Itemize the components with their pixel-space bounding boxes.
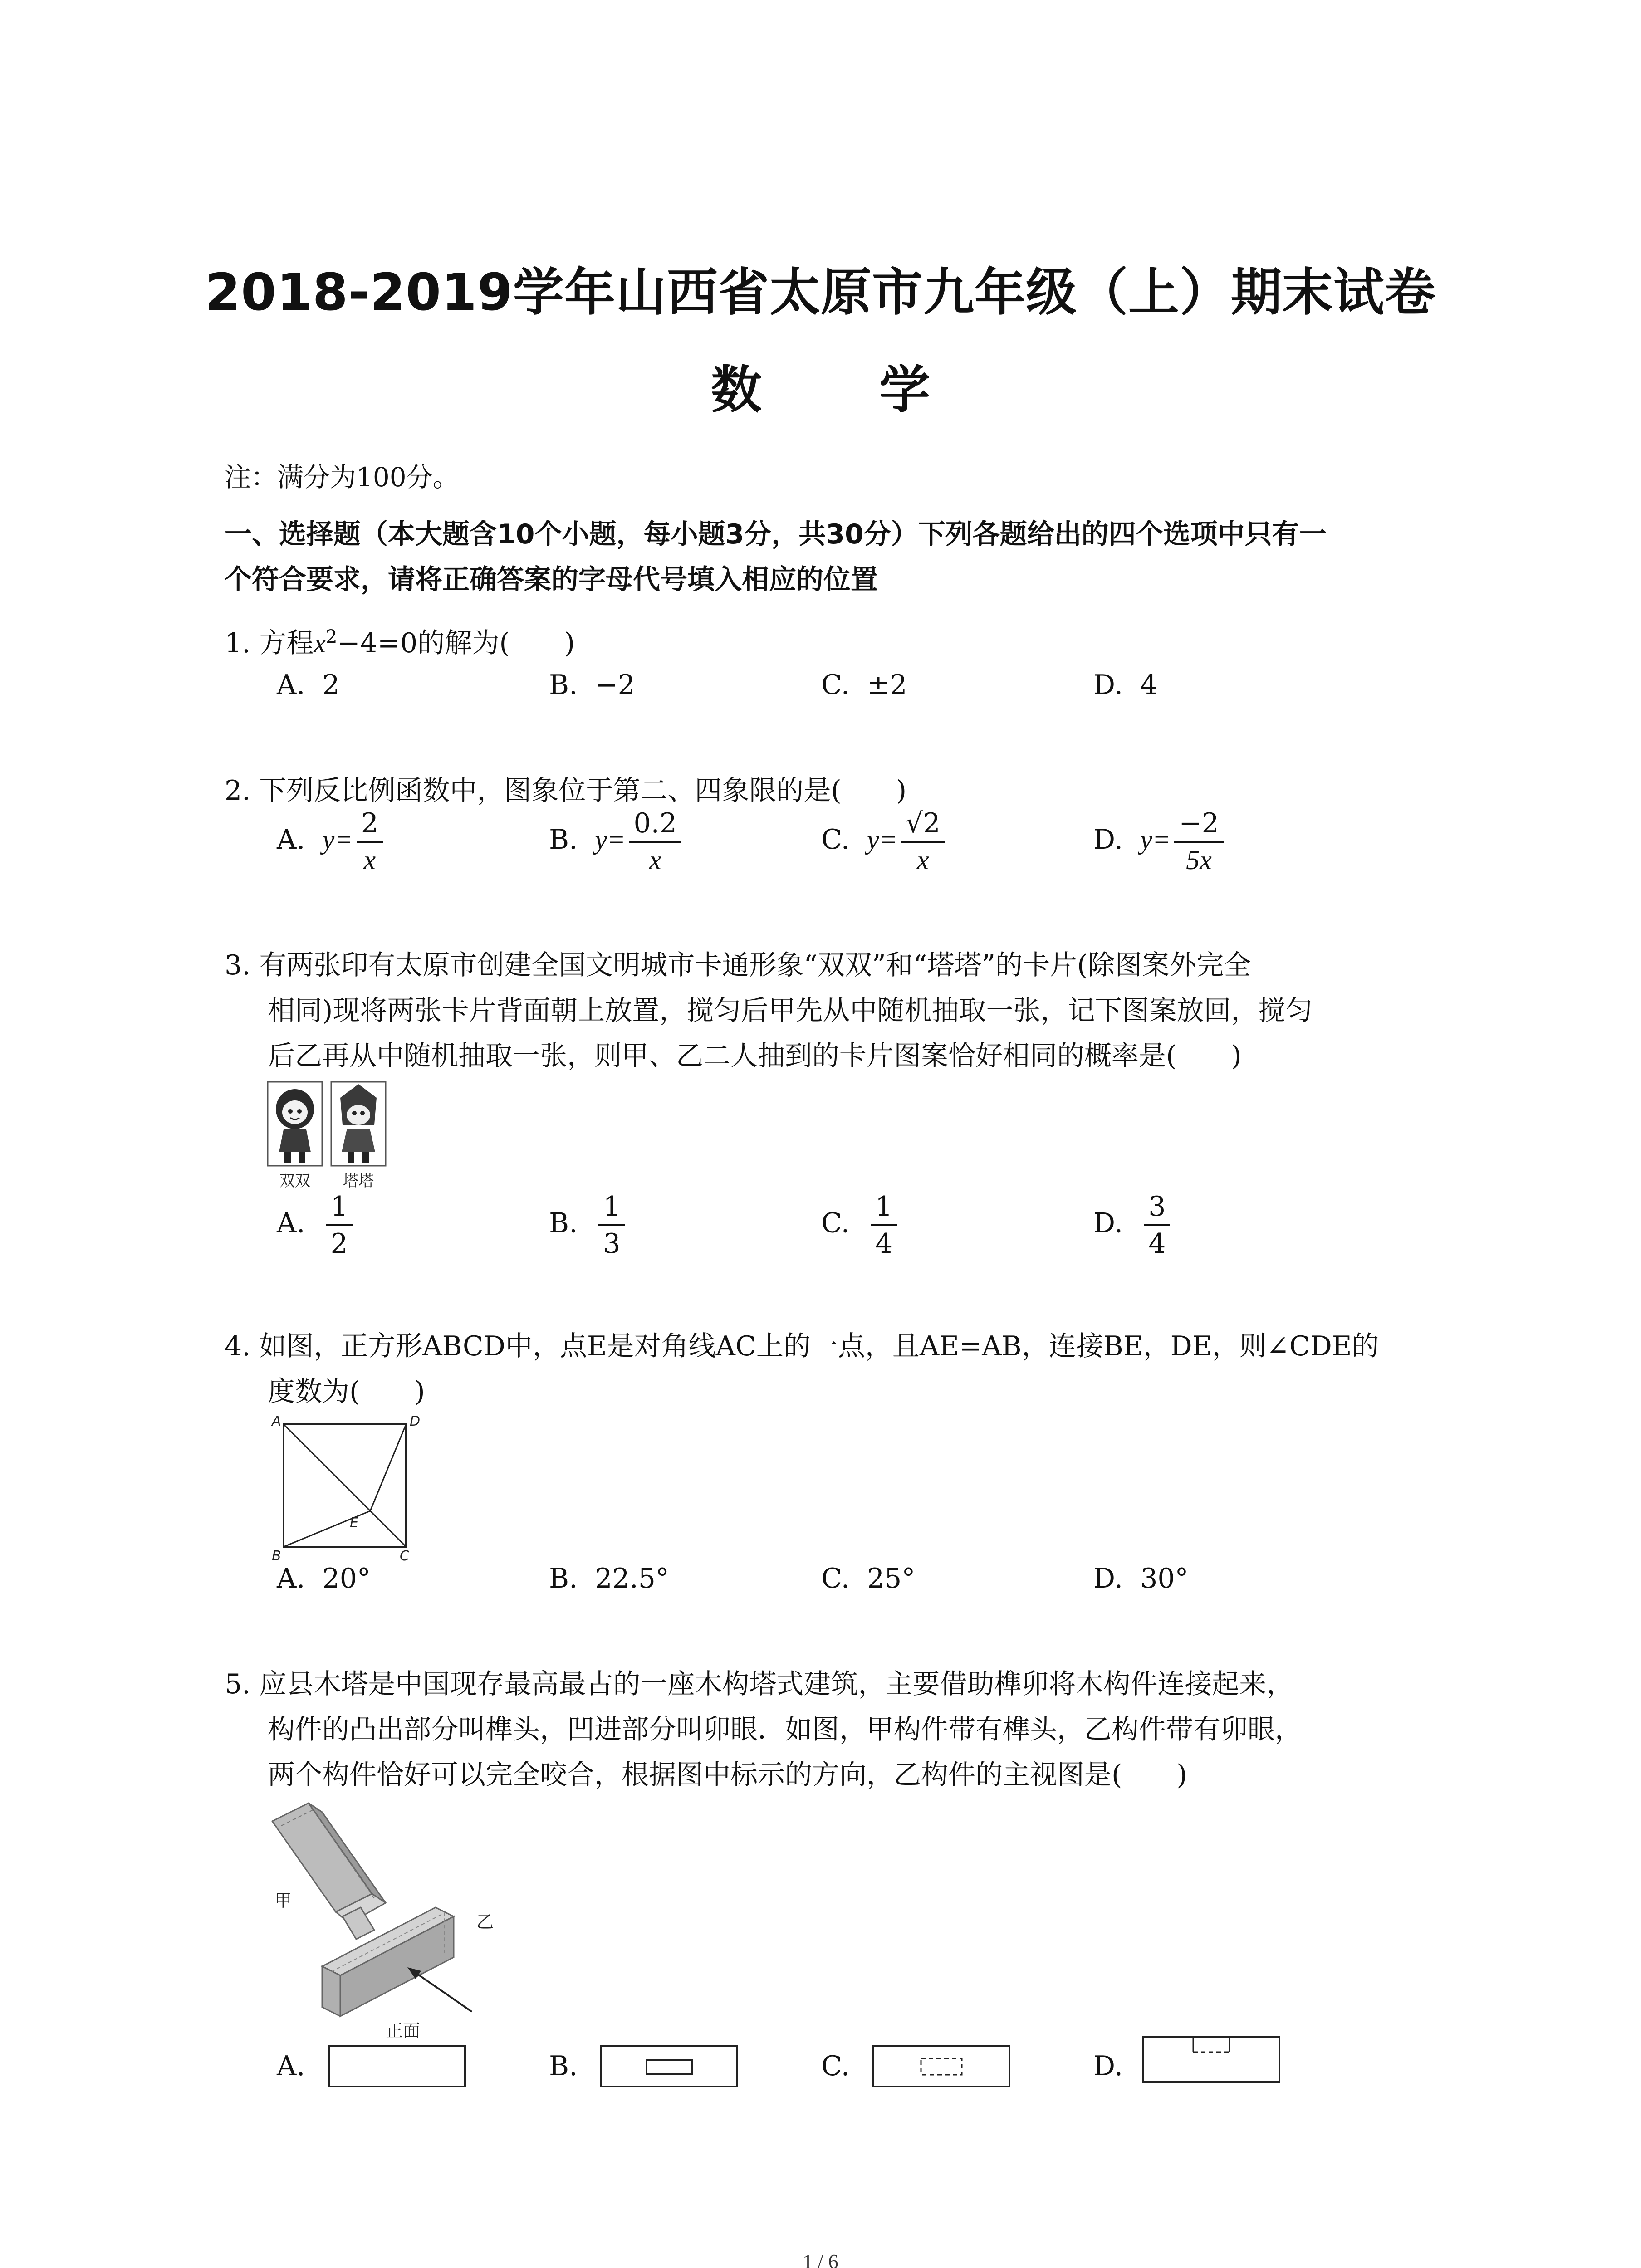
subject-title: 数 学 bbox=[711, 361, 980, 420]
q3-option-a[interactable]: A. $\frac{1}{2}$ bbox=[277, 1191, 356, 1260]
q3-option-c[interactable]: C. $\frac{1}{4}$ bbox=[821, 1191, 901, 1260]
score-note: 注：满分为100分。 bbox=[225, 462, 459, 493]
q4-option-b[interactable]: B. 22.5° bbox=[549, 1563, 669, 1594]
question-3-line1: 3. 有两张印有太原市创建全国文明城市卡通形象“双双”和“塔塔”的卡片(除图案外完全 bbox=[225, 949, 1251, 981]
card-label-shuangshuang: 双双 bbox=[279, 1172, 310, 1190]
card-shuangshuang bbox=[268, 1082, 322, 1166]
q5-option-a[interactable]: A. bbox=[277, 2050, 305, 2082]
q2-option-d[interactable]: D. y= $\frac{-2}{5x}$ bbox=[1093, 807, 1227, 876]
q2-option-c[interactable]: C. y= $\frac{√2}{x}$ bbox=[821, 807, 949, 876]
q1-var: x bbox=[314, 628, 326, 658]
label-jia: 甲 bbox=[274, 1891, 292, 1911]
label-a: A bbox=[272, 1413, 281, 1429]
q5-option-d[interactable]: D. bbox=[1093, 2050, 1123, 2082]
q1-suffix: −4=0的解为( ) bbox=[337, 627, 575, 659]
q3-option-b[interactable]: B. $\frac{1}{3}$ bbox=[549, 1191, 629, 1260]
component-jia bbox=[272, 1803, 386, 1939]
question-4-line2: 度数为( ) bbox=[268, 1376, 425, 1408]
q5-option-a-figure[interactable] bbox=[324, 2041, 470, 2091]
card-label-tata: 塔塔 bbox=[343, 1172, 374, 1190]
q5-option-d-figure[interactable] bbox=[1139, 2032, 1284, 2091]
q1-option-b[interactable]: B. −2 bbox=[549, 669, 635, 701]
q1-option-d[interactable]: D. 4 bbox=[1093, 669, 1158, 701]
q5-option-b[interactable]: B. bbox=[549, 2050, 578, 2082]
label-yi: 乙 bbox=[476, 1912, 494, 1932]
q2-a-fraction: $\frac{2}{x}$ bbox=[357, 807, 383, 876]
question-3-line2: 相同)现将两张卡片背面朝上放置，搅匀后甲先从中随机抽取一张，记下图案放回，搅匀 bbox=[268, 995, 1313, 1026]
exam-title: 2018-2019学年山西省太原市九年级（上）期末试卷 bbox=[205, 263, 1436, 322]
q1-option-a[interactable]: A. 2 bbox=[277, 669, 340, 701]
q4-option-c[interactable]: C. 25° bbox=[821, 1563, 916, 1594]
question-4-line1: 4. 如图，正方形ABCD中，点E是对角线AC上的一点，且AE=AB，连接BE，DE，则∠CDE的 bbox=[225, 1330, 1379, 1362]
q1-exponent: 2 bbox=[325, 626, 338, 647]
label-b: B bbox=[272, 1548, 281, 1563]
mortise-tenon-figure bbox=[263, 1794, 517, 2048]
q2-option-a[interactable]: A. y= $\frac{2}{x}$ bbox=[277, 807, 387, 876]
q2-d-fraction: $\frac{-2}{5x}$ bbox=[1174, 807, 1223, 876]
square-abcd-figure bbox=[265, 1408, 429, 1563]
q5-option-c[interactable]: C. bbox=[821, 2050, 850, 2082]
q5-option-b-figure[interactable] bbox=[597, 2041, 742, 2091]
q2-option-b[interactable]: B. y= $\frac{0.2}{x}$ bbox=[549, 807, 685, 876]
q3-option-d[interactable]: D. $\frac{3}{4}$ bbox=[1093, 1191, 1174, 1260]
q1-prefix: 1. 方程 bbox=[225, 627, 314, 659]
q2-b-fraction: $\frac{0.2}{x}$ bbox=[629, 807, 681, 876]
q4-option-a[interactable]: A. 20° bbox=[277, 1563, 371, 1594]
question-2-stem: 2. 下列反比例函数中，图象位于第二、四象限的是( ) bbox=[225, 775, 907, 807]
component-yi bbox=[322, 1907, 454, 2016]
mascot-cards-figure bbox=[265, 1080, 402, 1198]
page-number: 1 / 6 bbox=[803, 2250, 838, 2268]
front-arrow bbox=[407, 1967, 472, 2012]
q4-option-d[interactable]: D. 30° bbox=[1093, 1563, 1189, 1594]
question-5-line1: 5. 应县木塔是中国现存最高最古的一座木构塔式建筑，主要借助榫卯将木构件连接起来， bbox=[225, 1668, 1294, 1700]
question-5-line3: 两个构件恰好可以完全咬合，根据图中标示的方向，乙构件的主视图是( ) bbox=[268, 1759, 1187, 1791]
q1-option-c[interactable]: C. ±2 bbox=[821, 669, 907, 701]
question-1-stem bbox=[225, 621, 575, 660]
q5-option-c-figure[interactable] bbox=[869, 2041, 1014, 2091]
q2-c-fraction: $\frac{√2}{x}$ bbox=[901, 807, 945, 876]
label-e: E bbox=[350, 1515, 358, 1531]
card-tata bbox=[331, 1082, 386, 1166]
section-header-line1: 一、选择题（本大题含10个小题，每小题3分，共30分）下列各题给出的四个选项中只有一 bbox=[225, 518, 1327, 550]
question-5-line2: 构件的凸出部分叫榫头，凹进部分叫卯眼．如图，甲构件带有榫头，乙构件带有卯眼， bbox=[268, 1714, 1302, 1745]
label-front: 正面 bbox=[386, 2021, 421, 2041]
question-3-line3: 后乙再从中随机抽取一张，则甲、乙二人抽到的卡片图案恰好相同的概率是( ) bbox=[268, 1040, 1242, 1072]
section-header-line2: 个符合要求，请将正确答案的字母代号填入相应的位置 bbox=[225, 564, 878, 596]
label-c: C bbox=[400, 1548, 409, 1563]
label-d: D bbox=[410, 1413, 421, 1429]
